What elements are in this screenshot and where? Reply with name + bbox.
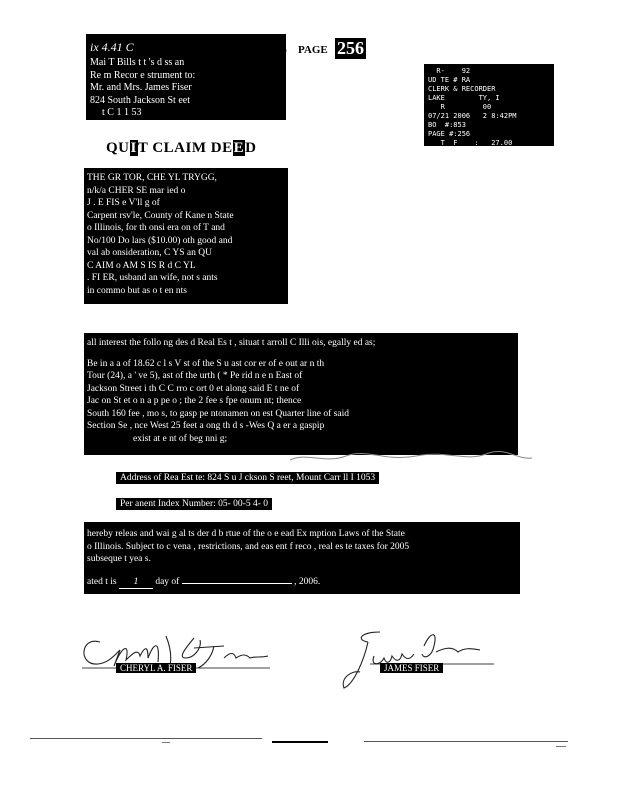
property-address: Address of Rea Est te: 824 S u J ckson S reet, Mount Carr ll I 1053: [116, 472, 379, 484]
mail-line-3: Mr. and Mrs. James Fiser: [90, 82, 192, 93]
handwritten-note: ix 4.41 C: [90, 40, 134, 54]
bottom-tick-2: [556, 746, 566, 747]
stamp-line: 07/21 2006 2 8:42PM: [428, 112, 517, 120]
legal-line: Jackson Street i th C C rro c ort 0 et along said E t ne of: [87, 383, 300, 394]
page-number: 256: [337, 38, 364, 58]
recording-stamp: [424, 64, 554, 156]
grantor-line: val ab onsideration, C YS an QU: [87, 248, 212, 258]
book-label: OOK: [228, 44, 254, 56]
mail-line-1: Mai T Bills t t 's d ss an: [90, 57, 185, 68]
release-block: [84, 522, 520, 594]
bottom-rule-mid: [272, 741, 328, 743]
stamp-line: T F : 27.00: [428, 139, 513, 147]
grantor-line: o Illinois, for th onsi era on of T and: [87, 223, 225, 233]
legal-line: all interest the follo ng des d Real Es t , situat t arroll C Illi ois, egally ed as;: [87, 338, 376, 348]
legal-description-block: [84, 333, 518, 455]
signer-name-left: CHERYL A. FISER: [116, 663, 196, 673]
legal-line: exist at e nt of beg nni g;: [133, 433, 228, 444]
release-line: hereby releas and wai g al ts der d b rtue of the o e ead Ex mption Laws of the State: [87, 529, 405, 539]
legal-line: Be in a a of 18.62 c l s V st of the S u ast cor er of e out ar n th: [87, 358, 325, 369]
signer-name-right: JAMES FISER: [380, 663, 443, 673]
dated-day: 1: [119, 576, 153, 590]
mail-line-5: t C 1 1 53: [102, 107, 142, 118]
permanent-index-number: Per anent Index Number: 05- 00-5 4- 0: [116, 498, 272, 510]
legal-line: Section Se , nce West 25 feet a ong th d s -Wes Q a er a gaspip: [87, 421, 325, 431]
signature-james: [340, 626, 500, 698]
handwriting-bleed: [286, 448, 536, 468]
grantor-line: THE GR TOR, CHE YL TRYGG,: [87, 173, 217, 183]
mail-to-block: [86, 34, 286, 120]
release-line: subseque t yea s.: [87, 554, 151, 564]
stamp-line: PU : $.: [428, 148, 496, 156]
bottom-tick: [162, 742, 170, 743]
stamp-line: LAKE TY, I: [428, 94, 500, 102]
mail-line-2: Re m Recor e strument to:: [90, 69, 196, 81]
grantor-line: Carpent rsv'le, County of Kane n State: [87, 210, 234, 221]
legal-line: Jac on St et o n a p pe o ; the 2 fee s fpe onum nt; thence: [87, 396, 302, 406]
grantor-line: in commo but as o t en nts: [87, 285, 188, 296]
legal-line: Tour (24), a ' ve 5), ast of the urth ( * Pe rid n e n East of: [87, 371, 303, 381]
page-label: PAGE: [298, 44, 328, 56]
document-title: QUIT CLAIM DEED: [106, 140, 257, 156]
grantor-block: [84, 168, 288, 304]
stamp-line: CLERK & RECORDER: [428, 85, 496, 93]
mail-line-4: 824 South Jackson St eet: [90, 94, 190, 106]
grantor-line: No/100 Do lars ($10.00) oth good and: [87, 235, 233, 246]
stamp-line: UD TE # RA: [428, 76, 471, 84]
grantor-line: J . E FIS e V'll g of: [87, 198, 160, 208]
stamp-line: PAGE #:256: [428, 130, 471, 138]
dated-line: ated t is 1 day of , 2006.: [87, 576, 517, 590]
bottom-rule-right: [364, 741, 568, 742]
grantor-line: C AIM o AM S IS R d C YL: [87, 260, 196, 271]
legal-line: South 160 fee , mo s, to gasp pe ntonamen on est Quarter line of said: [87, 408, 349, 419]
release-line: o Illinois. Subject to c vena , restrictions, and eas ent f reco , real es te taxes for 2005: [87, 541, 410, 552]
book-number: 853: [260, 38, 287, 58]
stamp-line: BO #:853: [428, 121, 466, 129]
bottom-rule-left: [30, 738, 262, 739]
grantor-line: . FI ER, usband an wife, not s ants: [87, 273, 218, 283]
grantor-line: n/k/a CHER SE mar ied o: [87, 185, 186, 196]
stamp-line: R 00: [428, 103, 492, 111]
stamp-line: R- 92: [428, 67, 471, 75]
legal-line: [87, 350, 515, 358]
